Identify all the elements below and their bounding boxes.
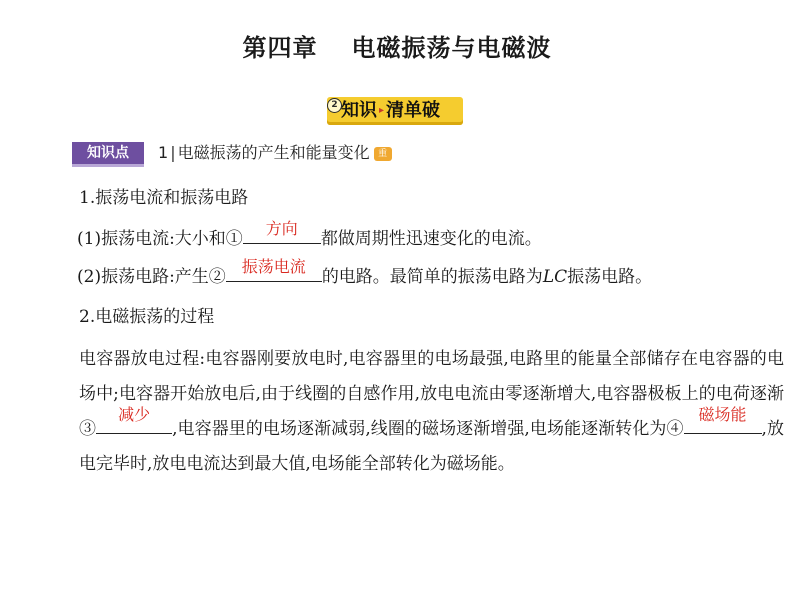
chapter-title: 电磁振荡与电磁波 <box>351 34 552 62</box>
section-banner <box>327 97 463 125</box>
answer-blank-1 <box>243 219 321 244</box>
paragraph-part-1: 电容器放电过程:电容器刚要放电时,电容器里的电场最强,电路里的能量全部储存在电容器的电场中;电容器开始放电后,由于线圈的自感作用,放电电流由零逐渐增大,电容器极板上的电荷逐渐③ <box>79 349 784 439</box>
answer-blank-4 <box>684 405 762 434</box>
answer-1: 方向 <box>265 219 298 238</box>
line2-suffix: 振荡电路。 <box>567 267 653 287</box>
line-oscillating-current <box>77 219 542 252</box>
section2-heading: 2.电磁振荡的过程 <box>79 307 215 327</box>
line1-prefix: (1)振荡电流:大小和① <box>77 229 243 249</box>
chapter-number: 第四章 <box>242 34 318 62</box>
line1-suffix: 都做周期性迅速变化的电流。 <box>320 229 542 249</box>
answer-blank-2 <box>226 257 322 282</box>
knowledge-point-separator: | <box>170 143 176 162</box>
paragraph-part-2: ,电容器里的电场逐渐减弱,线圈的磁场逐渐增强,电场能逐渐转化为④ <box>172 419 684 439</box>
answer-blank-3 <box>96 405 172 434</box>
banner-label-part-b: 清单破 <box>386 100 441 121</box>
number-badge-icon: 2 <box>327 98 342 113</box>
lc-symbol: LC <box>542 267 568 287</box>
knowledge-point-number: 1 <box>158 143 169 162</box>
key-point-icon: 重 <box>374 147 392 161</box>
discharge-process-paragraph <box>79 342 784 482</box>
page-title <box>0 28 794 63</box>
knowledge-point-badge: 知识点 <box>72 142 144 164</box>
section1-heading: 1.振荡电流和振荡电路 <box>79 188 249 208</box>
knowledge-point-title <box>158 141 392 165</box>
banner-label-part-a: 知识 <box>341 100 377 121</box>
banner-label <box>341 99 459 123</box>
knowledge-point-text: 电磁振荡的产生和能量变化 <box>177 143 370 162</box>
answer-2: 振荡电流 <box>241 257 306 276</box>
arrow-dot-icon: ▸ <box>379 105 385 116</box>
line2-prefix: (2)振荡电路:产生② <box>77 267 226 287</box>
line-oscillating-circuit <box>77 257 653 290</box>
answer-3: 减少 <box>118 405 151 424</box>
line2-middle: 的电路。最简单的振荡电路为 <box>321 267 543 287</box>
paragraph-part-3: ,放电完毕时,放电电流达到最大值,电场能全部转化为磁场能。 <box>79 419 785 474</box>
answer-4: 磁场能 <box>698 405 747 424</box>
